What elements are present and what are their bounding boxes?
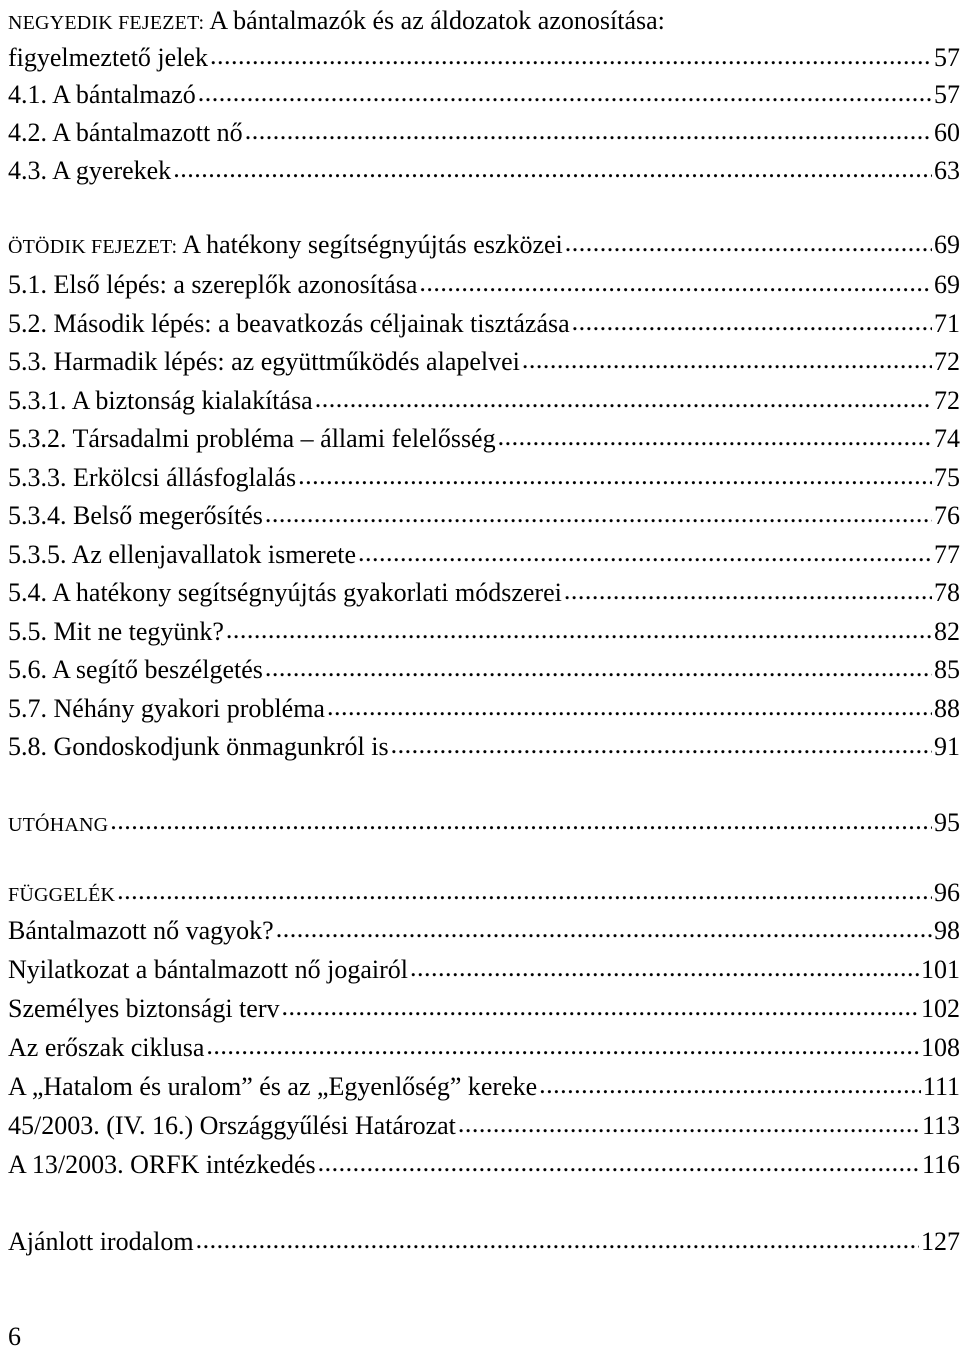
toc-entry[interactable]	[8, 732, 960, 762]
toc-entry-label: 4.3. A gyerekek	[8, 156, 172, 185]
toc-entry-label: 5.3.3. Erkölcsi állásfoglalás	[8, 463, 297, 492]
leader-dots	[265, 653, 932, 683]
toc-entry-page: 85	[934, 655, 960, 684]
toc-entry-chapter5[interactable]	[8, 230, 960, 262]
leader-dots	[226, 615, 932, 645]
chapter4-title: A bántalmazók és az áldozatok azonosítása:	[204, 6, 665, 35]
leader-dots	[458, 1109, 920, 1139]
toc-entry[interactable]	[8, 463, 960, 493]
toc-entry-page: 111	[922, 1072, 960, 1101]
toc-entry-label: Ajánlott irodalom	[8, 1227, 194, 1256]
leader-dots	[245, 116, 932, 146]
toc-entry[interactable]	[8, 994, 960, 1024]
toc-entry[interactable]	[8, 1150, 960, 1180]
toc-entry-page: 78	[934, 578, 960, 607]
leader-dots	[198, 78, 932, 108]
toc-entry-page: 91	[934, 732, 960, 761]
toc-entry-label: Az erőszak ciklusa	[8, 1033, 205, 1062]
toc-entry-page: 72	[934, 386, 960, 415]
toc-entry[interactable]	[8, 1111, 960, 1141]
toc-entry-page: 102	[921, 994, 960, 1023]
toc-entry-page: 69	[934, 270, 960, 299]
toc-entry[interactable]	[8, 347, 960, 377]
toc-entry-label: figyelmeztető jelek	[8, 43, 208, 72]
toc-entry-page: 71	[934, 309, 960, 338]
toc-entry[interactable]	[8, 501, 960, 531]
toc-entry-page: 98	[934, 916, 960, 945]
toc-entry-page: 88	[934, 694, 960, 723]
leader-dots	[206, 1031, 919, 1061]
toc-entry-label: 5.4. A hatékony segítségnyújtás gyakorlati módszerei	[8, 578, 562, 607]
toc-entry-label: 5.1. Első lépés: a szereplők azonosítása	[8, 270, 418, 299]
toc-entry-afterword[interactable]	[8, 808, 960, 840]
toc-entry-label: 5.6. A segítő beszélgetés	[8, 655, 263, 684]
toc-entry-chapter4[interactable]	[8, 43, 960, 73]
toc-entry-page: 101	[921, 955, 960, 984]
toc-entry-label: 5.3.2. Társadalmi probléma – állami felelősség	[8, 424, 496, 453]
toc-entry-label: 5.3. Harmadik lépés: az együttműködés alapelvei	[8, 347, 520, 376]
toc-entry-label: 4.2. A bántalmazott nő	[8, 118, 243, 147]
toc-entry-label: 5.2. Második lépés: a beavatkozás céljainak tisztázása	[8, 309, 570, 338]
toc-entry-label: FÜGGELÉK	[8, 884, 116, 906]
toc-entry[interactable]	[8, 156, 960, 186]
toc-entry-page: 63	[934, 156, 960, 185]
chapter4-heading	[8, 6, 960, 38]
leader-dots	[173, 154, 932, 184]
chapter4-prefix: NEGYEDIK FEJEZET:	[8, 12, 205, 34]
toc-entry-page: 108	[921, 1033, 960, 1062]
toc-entry-page: 76	[934, 501, 960, 530]
toc-entry-label: A 13/2003. ORFK intézkedés	[8, 1150, 316, 1179]
toc-entry-page: 116	[921, 1150, 960, 1179]
page-number: 6	[8, 1322, 21, 1351]
toc-entry-label: 5.7. Néhány gyakori probléma	[8, 694, 325, 723]
toc-entry[interactable]	[8, 309, 960, 339]
leader-dots	[315, 384, 932, 414]
toc-entry-label: 5.8. Gondoskodjunk önmagunkról is	[8, 732, 389, 761]
leader-dots	[572, 307, 932, 337]
toc-entry-label: 4.1. A bántalmazó	[8, 80, 196, 109]
toc-entry-page: 60	[934, 118, 960, 147]
toc-entry-label: 5.3.4. Belső megerősítés	[8, 501, 263, 530]
chapter5-title: A hatékony segítségnyújtás eszközei	[177, 230, 563, 259]
toc-entry-page: 75	[934, 463, 960, 492]
toc-entry-page: 82	[934, 617, 960, 646]
leader-dots	[265, 499, 932, 529]
leader-dots	[410, 953, 919, 983]
toc-entry[interactable]	[8, 424, 960, 454]
toc-entry[interactable]	[8, 694, 960, 724]
leader-dots	[327, 692, 932, 722]
toc-entry-page: 69	[934, 230, 960, 259]
leader-dots	[358, 538, 932, 568]
leader-dots	[276, 914, 932, 944]
leader-dots	[565, 228, 932, 258]
toc-entry-label: 5.5. Mit ne tegyünk?	[8, 617, 224, 646]
leader-dots	[522, 345, 932, 375]
toc-entry-appendix[interactable]	[8, 878, 960, 910]
toc-entry[interactable]	[8, 955, 960, 985]
leader-dots	[281, 992, 919, 1022]
leader-dots	[498, 422, 932, 452]
toc-entry[interactable]	[8, 118, 960, 148]
toc-entry-label: UTÓHANG	[8, 814, 109, 836]
toc-entry[interactable]	[8, 540, 960, 570]
toc-entry-label: A „Hatalom és uralom” és az „Egyenlőség” kereke	[8, 1072, 538, 1101]
toc-entry-page: 77	[934, 540, 960, 569]
toc-entry[interactable]	[8, 270, 960, 300]
toc-entry[interactable]	[8, 655, 960, 685]
toc-entry-page: 96	[934, 878, 960, 907]
toc-entry[interactable]	[8, 1072, 960, 1102]
toc-entry-page: 95	[934, 808, 960, 837]
toc-entry-page: 113	[921, 1111, 960, 1140]
leader-dots	[117, 876, 932, 906]
toc-entry-page: 57	[934, 80, 960, 109]
leader-dots	[539, 1070, 921, 1100]
leader-dots	[419, 268, 932, 298]
toc-entry-label: Nyilatkozat a bántalmazott nő jogairól	[8, 955, 408, 984]
toc-entry-label: 5.3.1. A biztonság kialakítása	[8, 386, 313, 415]
leader-dots	[391, 730, 932, 760]
leader-dots	[318, 1148, 920, 1178]
toc-entry-page: 127	[921, 1227, 960, 1256]
toc-entry-label: 5.3.5. Az ellenjavallatok ismerete	[8, 540, 356, 569]
leader-dots	[298, 461, 932, 491]
toc-entry[interactable]	[8, 386, 960, 416]
leader-dots	[110, 806, 932, 836]
toc-entry[interactable]	[8, 1033, 960, 1063]
toc-entry-page: 57	[934, 43, 960, 72]
toc-entry-page: 72	[934, 347, 960, 376]
leader-dots	[196, 1225, 919, 1255]
toc-entry-reading[interactable]	[8, 1227, 960, 1257]
toc-entry[interactable]	[8, 578, 960, 608]
toc-entry-page: 74	[934, 424, 960, 453]
toc-entry-label: Bántalmazott nő vagyok?	[8, 916, 274, 945]
leader-dots	[210, 41, 932, 71]
leader-dots	[564, 576, 932, 606]
toc-entry[interactable]	[8, 617, 960, 647]
toc-entry-label: 45/2003. (IV. 16.) Országgyűlési Határozat	[8, 1111, 456, 1140]
toc-entry-label: Személyes biztonsági terv	[8, 994, 280, 1023]
toc-entry[interactable]	[8, 916, 960, 946]
toc-entry[interactable]	[8, 80, 960, 110]
chapter5-prefix: ÖTÖDIK FEJEZET:	[8, 236, 178, 258]
